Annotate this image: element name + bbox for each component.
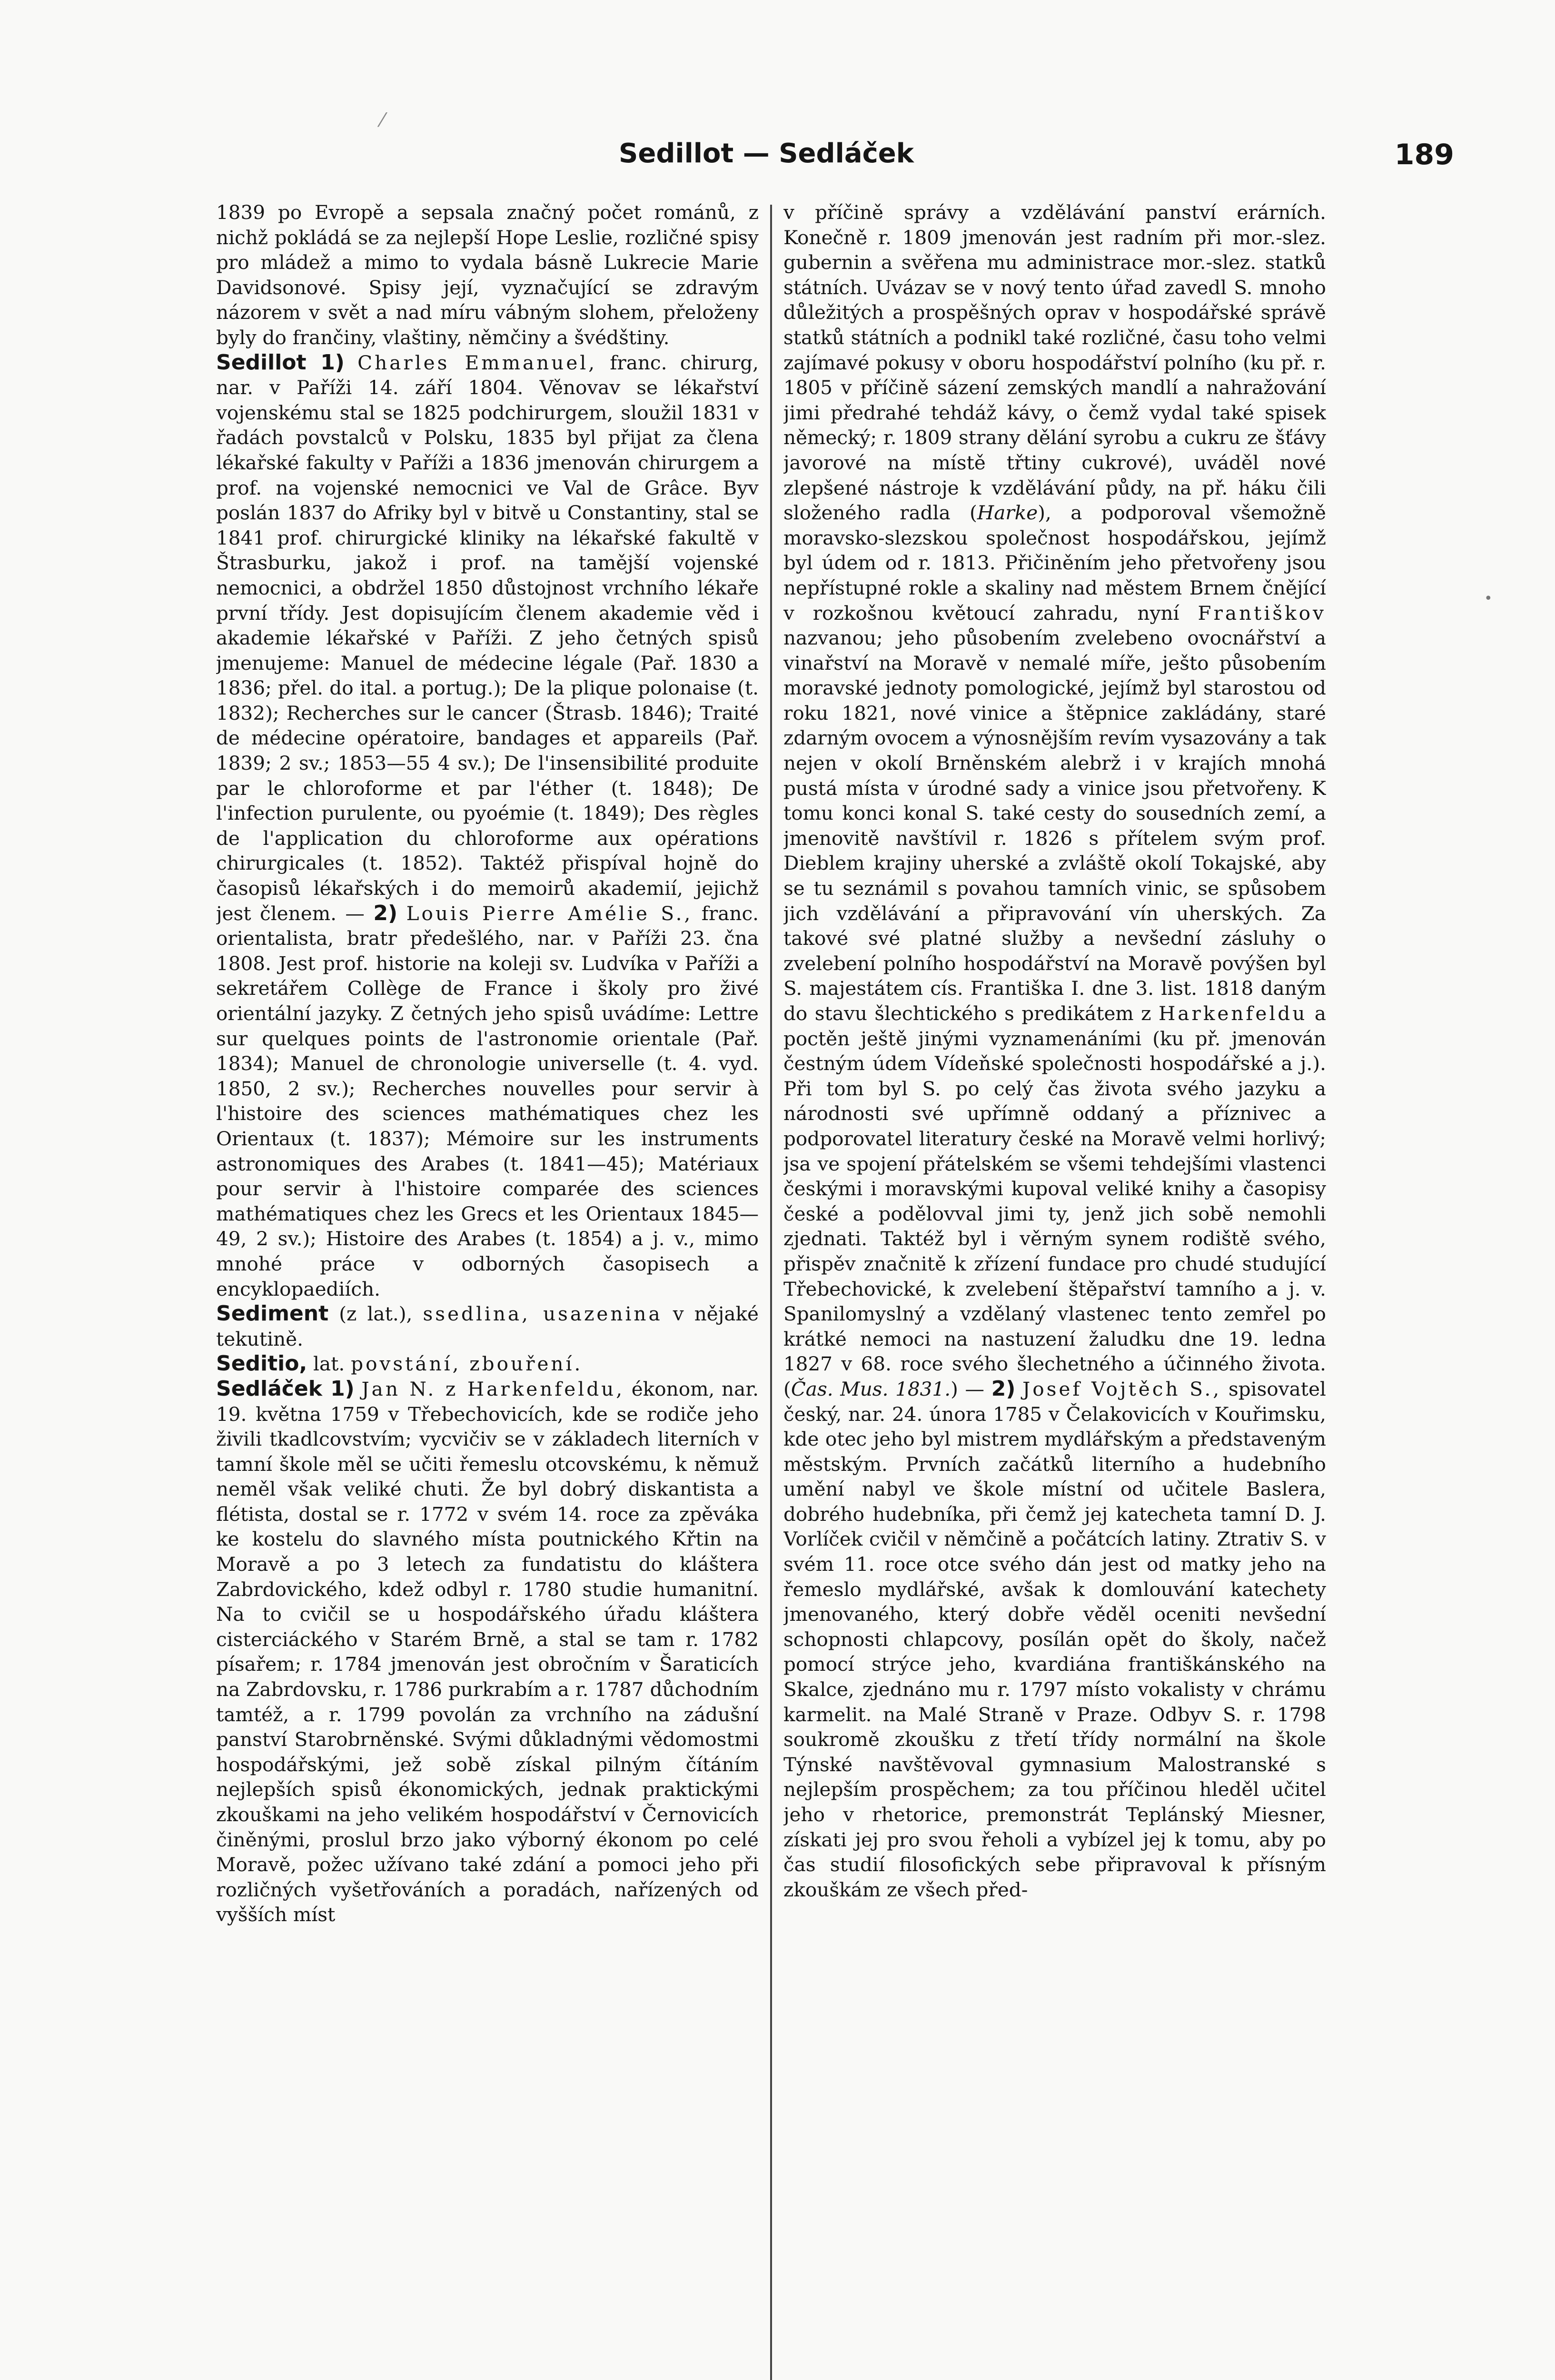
entry-text: a poctěn ještě jinými vyznamenáními (ku př. jmenován čestným údem Vídeňské společnosti hospodářské a j.). Při tom byl S. po celý čas života svého jazyku a národnosti své upřímně oddaný a příznivec a podporovatel literatury české na Moravě velmi horlivý; jsa ve spojení přátelském se všemi tehdejšími vlastenci českými i moravskými kupoval veliké knihy a časopisy české a podělovval jimi ty, jenž jich sobě nemohli zjednati. Taktéž byl i věrným synem rodiště svého, přispěv značnitě k zřízení fundace pro chudé studující Třebechovické, k zvelebení štěpařství tamního a j. v. Spanilomyslný a vzdělaný vlastenec tento zemřel po krátké nemoci na nastuzení žaludku dne 19. ledna 1827 v 68. roce svého šlechetného a účinného života. ( (783, 1002, 1326, 1400)
entry-name: Jan N. z Harkenfeldu, (361, 1377, 625, 1400)
entry-name: Josef Vojtěch S., (1022, 1377, 1222, 1400)
headword: Sedláček 1) (216, 1376, 355, 1401)
headword: Sediment (216, 1301, 329, 1326)
entry-text: ), a podporoval všemožně moravsko-slezskou společnost hospodářskou, jejímž byl údem od r. 1813. Přičiněním jeho přetvořeny jsou nepřístupné rokle a skaliny nad městem Brnem čnějící v rozkošnou květoucí zahradu, nyní (783, 501, 1326, 625)
entry-text: spisovatel český, nar. 24. února 1785 v Čelakovicích v Kouřimsku, kde otec jeho byl mistrem mydlářským a představeným městským. Prvních začátků literního a hudebního umění nabyl ve škole místní od učitele Baslera, dobrého hudebníka, při čemž jej katecheta tamní D. J. Vorlíček cvičil v němčině a počátcích latiny. Ztrativ S. v svém 11. roce otce svého dán jest od matky jeho na řemeslo mydlářské, avšak k domlouvání katechety jmenovaného, který dobře věděl oceniti nevšední schopnosti chlapcovy, posílán opět do školy, načež pomocí strýce jeho, kvardiána františkánského na Skalce, zjednáno mu r. 1797 místo vokalisty v chrámu karmelit. na Malé Straně v Praze. Odbyv S. r. 1798 soukromě zkoušku z třetí třídy normální na škole Týnské navštěvoval gymnasium Malostranské s nejlepším prospěchem; za tou příčinou hleděl učitel jeho v rhetorice, premonstrát Teplánský Miesner, získati jej pro svou řeholi a vybízel jej k tomu, aby po čas studií filosofických sebe připravoval k přísným zkouškám ze všech před- (783, 1377, 1326, 1901)
citation: Čas. Mus. 1831. (791, 1377, 951, 1400)
entry-text: franc. orientalista, bratr předešlého, nar. v Paříži 23. čna 1808. Jest prof. historie na koleji sv. Ludvíka v Paříži a sekretářem Collège de France i školy pro živé orientální jazyky. Z četných jeho spisů uvádíme: Lettre sur quelques points de l'astronomie orientale (Pař. 1834); Manuel de chronologie universelle (t. 4. vyd. 1850, 2 sv.); Recherches nouvelles pour servir à l'histoire des sciences mathématiques chez les Orientaux (t. 1837); Mémoire sur les instruments astronomiques des Arabes (t. 1841—45); Matériaux pour servir à l'histoire comparée des sciences mathématiques chez les Grecs et les Orientaux 1845—49, 2 sv.); Histoire des Arabes (t. 1854) a j. v., mimo mnohé práce v odborných časopisech a encyklopaediích. (216, 902, 759, 1300)
paragraph-continuation (216, 200, 759, 350)
entry-name: Louis Pierre Amélie S., (406, 902, 693, 925)
italic-term: Harke (977, 501, 1038, 525)
entry-text: nazvanou; jeho působením zvelebeno ovocnářství a vinařství na Moravě v nemalé míře, ješto působením moravské jednoty pomologické, jejímž byl starostou od roku 1821, nové vinice a štěpnice zakládány, staré zdarným ovocem a výnosnějším revím vysazovány a tak nejen v okolí Brněnském alebrž i v krajích mnohá pustá místa v úrodné sady a vinice jsou přetvořeny. K tomu konci konal S. také cesty do sousedních zemí, a jmenovitě navštívil r. 1826 s přítelem svým prof. Dieblem krajiny uherské a zvláště okolí Tokajské, aby se tu seznámil s povahou tamních vinic, se spůsobem jich vzdělávání a připravování vín uherských. Za takové své platné služby a nevšední zásluhy o zvelebení polního hospodářství na Moravě povýšen byl S. majestátem cís. Františka I. dne 3. list. 1818 daným do stavu šlechtického s predikátem z (783, 626, 1326, 1025)
entry-abbr: (z lat.), (339, 1302, 413, 1326)
headword: Sedillot 1) (216, 350, 345, 375)
entry-text: v příčině správy a vzdělávání panství erárních. Konečně r. 1809 jmenován jest radním při mor.-slez. gubernin a svěřena mu administrace mor.-slez. statků státních. Uvázav se v nový tento úřad zavedl S. mnoho důležitých a prospěšných oprav v hospodářské správě statků státních a podnikl také rozličné, času toho velmi zajímavé pokusy v oboru hospodářství polního (ku př. r. 1805 v příčině sázení zemských mandlí a nahražování jimi předrahé tehdáž kávy, o čemž vydal také spisek německý; r. 1809 strany dělání syrobu a cukru ze šťávy javorové na místě třtiny cukrové), uváděl nové zlepšené nástroje k vzdělávání půdy, na př. háku čili složeného radla ( (783, 201, 1326, 525)
entry-continuation (783, 200, 1326, 1902)
left-column (216, 200, 759, 2380)
entry-sedillot (216, 350, 759, 1302)
running-header (619, 138, 1454, 176)
margin-dot: • (1484, 590, 1493, 607)
subentry-number: 2) (373, 901, 398, 925)
entry-text: v nějaké tekutině. (216, 1302, 759, 1350)
paragraph-text: 1839 po Evropě a sepsala značný počet románů, z nichž pokládá se za nejlepší Hope Leslie, rozličné spisy pro mládež a mimo to vydala básně Lukrecie Marie Davidsonové. Spisy její, vyznačující se zdravým názorem v svět a nad míru vábným slohem, přeloženy byly do frančiny, vlaštiny, němčiny a švédštiny. (216, 201, 759, 349)
entry-sedlacek (216, 1377, 759, 1927)
entry-sediment (216, 1301, 759, 1351)
entry-name: Charles Emmanuel, (357, 351, 597, 374)
entry-name: ssedlina, usazenina (423, 1302, 663, 1326)
entry-text: franc. chirurg, nar. v Paříži 14. září 1804. Věnovav se lékařství vojenskému stal se 1825 podchirurgem, sloužil 1831 v řadách povstalců v Polsku, 1835 byl přijat za člena lékařské fakulty v Paříži a 1836 jmenován chirurgem a prof. na vojenské nemocnici ve Val de Grâce. Byv poslán 1837 do Afriky byl v bitvě u Constantiny, stal se 1841 prof. chirurgické kliniky na lékařské fakultě v Štrasburku, jakož i prof. na tamější vojenské nemocnici, a obdržel 1850 důstojnost vrchního lékaře první třídy. Jest dopisujícím členem akademie věd i akademie lékařské v Paříži. Z jeho četných spisů jmenujeme: Manuel de médecine légale (Pař. 1830 a 1836; přel. do ital. a portug.); De la plique polonaise (t. 1832); Recherches sur le cancer (Štrasb. 1846); Traité de médecine opératoire, bandages et appareils (Pař. 1839; 2 sv.; 1853—55 4 sv.); De l'insensibilité produite par le chloroforme et par l'éther (t. 1848); De l'infection purulente, ou pyoémie (t. 1849); Des règles de l'application du chloroforme aux opérations chirurgicales (t. 1852). Taktéž přispíval hojně do časopisů lékařských i do memoirů akademií, jejichž jest členem. — (216, 351, 759, 925)
entry-text: ) — (951, 1377, 985, 1400)
entry-seditio (216, 1351, 759, 1377)
stray-mark: ⁄ (381, 109, 384, 131)
headword: Seditio, (216, 1351, 307, 1376)
entry-text: ékonom, nar. 19. května 1759 v Třebechovicích, kde se rodiče jeho živili tkadlcovstvím; vycvičiv se v základech literních v tamní škole měl se učiti řemeslu otcovskému, k němuž neměl však veliké chuti. Že byl dobrý diskantista a flétista, dostal se r. 1772 v svém 14. roce za zpěváka ke kostelu do slavného místa poutnického Křtin na Moravě a po 3 letech za fundatistu do kláštera Zabrdovického, kdež odbyl r. 1780 studie humanitní. Na to cvičil se u hospodářského úřadu kláštera cisterciáckého v Starém Brně, a stal se tam r. 1782 písařem; r. 1784 jmenován jest obročním v Šaraticích na Zabrdovsku, r. 1786 purkrabím a r. 1787 důchodním tamtéž, a r. 1799 povolán za vrchního na zádušní panství Starobrněnské. Svými důkladnými vědomostmi hospodářskými, jež sobě získal pilným čítáním nejlepších spisů ékonomických, jednak praktickými zkouškami na jeho velikém hospodářství v Černovicích činěnými, proslul brzo jako výborný ékonom po celé Moravě, požec užívano také zdání a pomoci jeho při rozličných vyšetřováních a poradách, nařízených od vyšších míst (216, 1377, 759, 1926)
spaced-name: Františkov (1198, 601, 1326, 625)
right-column (783, 200, 1326, 2380)
page-number: 189 (1394, 138, 1454, 171)
subentry-number: 2) (991, 1376, 1016, 1401)
column-divider (770, 205, 772, 2380)
entry-name: povstání, zbouření. (351, 1352, 583, 1376)
running-title: Sedillot — Sedláček (619, 138, 914, 169)
spaced-name: Harkenfeldu (1159, 1002, 1307, 1025)
entry-abbr: lat. (313, 1352, 345, 1376)
